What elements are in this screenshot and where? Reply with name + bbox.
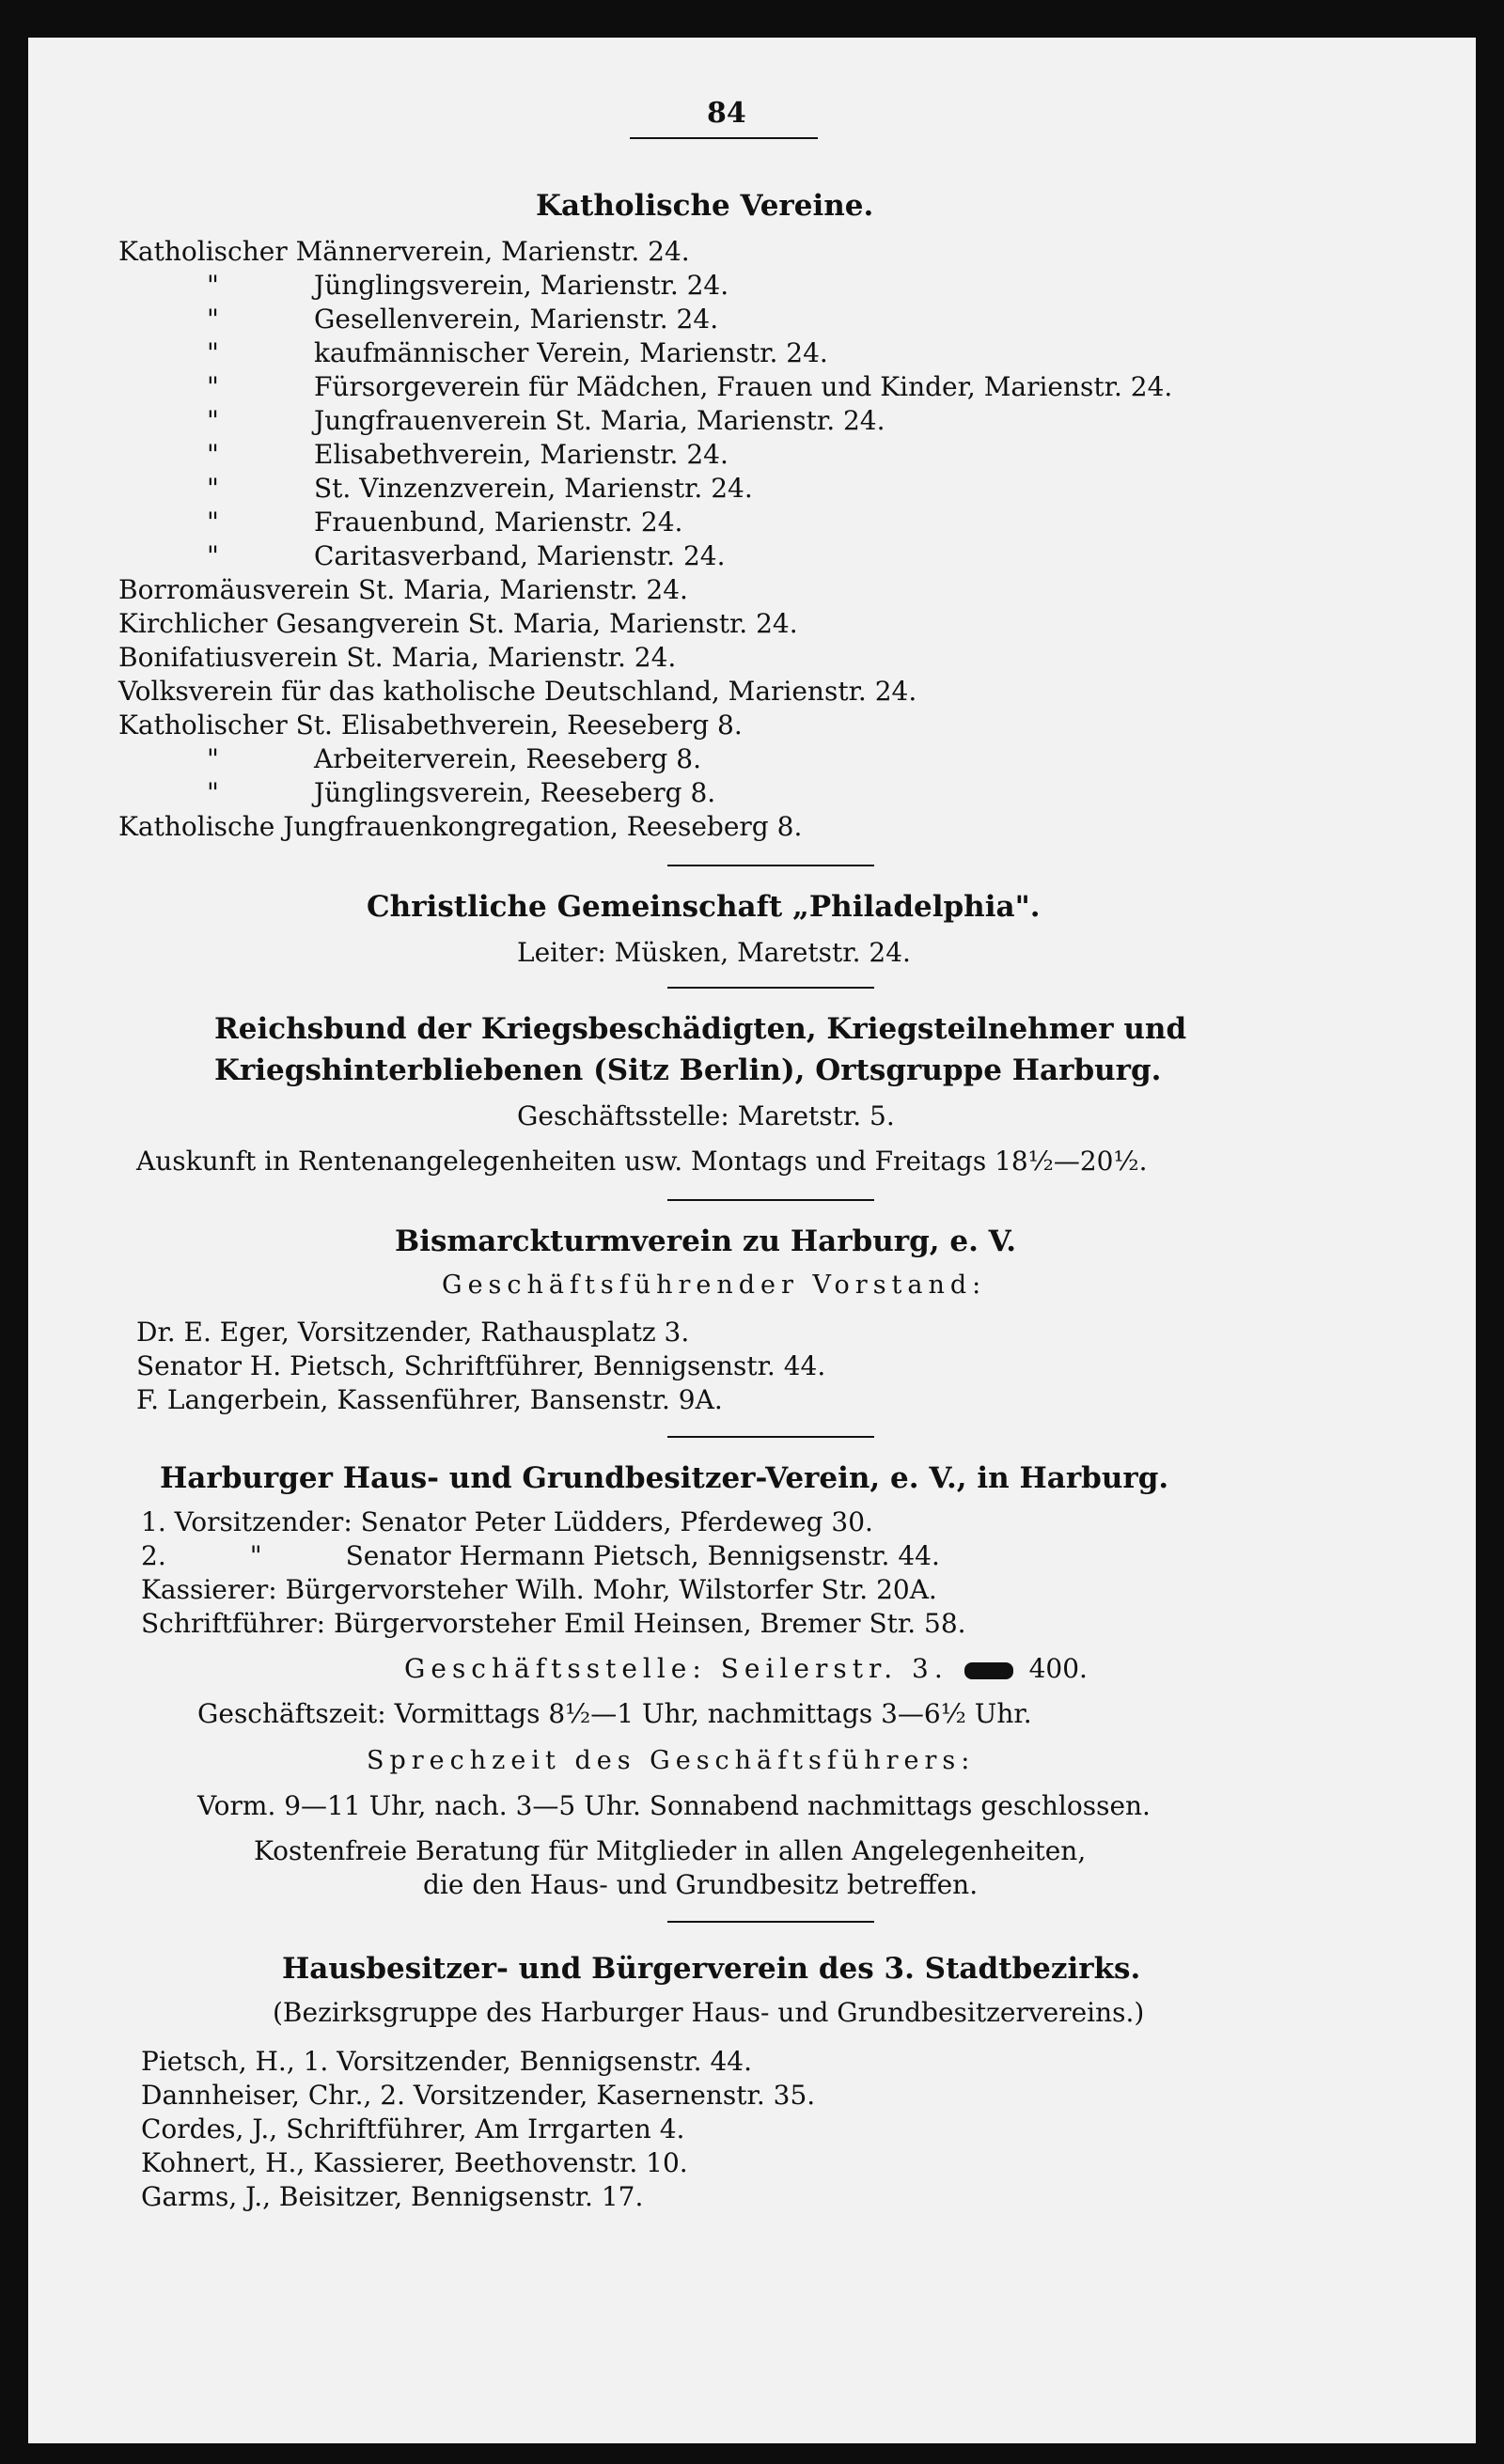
section-title-philadelphia: Christliche Gemeinschaft „Philadelphia".	[367, 890, 1041, 924]
ditto-mark: "	[207, 507, 219, 538]
list-item: Fürsorgeverein für Mädchen, Frauen und Kinder, Marienstr. 24.	[314, 371, 1173, 402]
leiter-line: Leiter: Müsken, Maretstr. 24.	[517, 937, 911, 968]
ditto-mark: "	[207, 743, 219, 774]
speak-hours: Vorm. 9—11 Uhr, nach. 3—5 Uhr. Sonnabend nachmittags geschlossen.	[197, 1790, 1151, 1821]
ditto-mark: "	[207, 337, 219, 368]
subtitle-vorstand: Geschäftsführender Vorstand:	[442, 1271, 987, 1300]
ditto-mark: "	[207, 439, 219, 470]
section-title-reichsbund-2: Kriegshinterbliebenen (Sitz Berlin), Ortsgruppe Harburg.	[214, 1053, 1162, 1087]
list-item: Cordes, J., Schriftführer, Am Irrgarten 4.	[141, 2113, 685, 2144]
list-item: Senator H. Pietsch, Schriftführer, Bennigsenstr. 44.	[136, 1350, 826, 1381]
list-item: Volksverein für das katholische Deutschland, Marienstr. 24.	[118, 676, 917, 707]
list-item: Kassierer: Bürgervorsteher Wilh. Mohr, Wilstorfer Str. 20A.	[141, 1574, 937, 1605]
section-divider	[667, 1921, 874, 1923]
page-number: 84	[707, 97, 746, 130]
ditto-mark: "	[207, 371, 219, 402]
list-item: Elisabethverein, Marienstr. 24.	[314, 439, 728, 470]
section-divider	[667, 865, 874, 866]
list-item: Borromäusverein St. Maria, Marienstr. 24.	[118, 574, 688, 605]
list-item: Schriftführer: Bürgervorsteher Emil Heinsen, Bremer Str. 58.	[141, 1608, 966, 1639]
note-line: die den Haus- und Grundbesitz betreffen.	[423, 1869, 979, 1900]
list-item: Dannheiser, Chr., 2. Vorsitzender, Kasernenstr. 35.	[141, 2080, 816, 2111]
ditto-mark: "	[207, 270, 219, 301]
ditto-mark: "	[207, 473, 219, 504]
list-item: Arbeiterverein, Reeseberg 8.	[314, 743, 701, 774]
page-number-rule	[630, 137, 818, 139]
list-item: Katholische Jungfrauenkongregation, Reeseberg 8.	[118, 811, 803, 842]
section-title-reichsbund-1: Reichsbund der Kriegsbeschädigten, Kriegsteilnehmer und	[214, 1012, 1187, 1046]
list-item: Kohnert, H., Kassierer, Beethovenstr. 10.	[141, 2147, 688, 2178]
office-line: Geschäftsstelle: Maretstr. 5.	[517, 1100, 895, 1131]
ditto-mark: "	[207, 540, 219, 571]
list-item: Jungfrauenverein St. Maria, Marienstr. 24.	[314, 405, 885, 436]
hours-line: Geschäftszeit: Vormittags 8½—1 Uhr, nachmittags 3—6½ Uhr.	[197, 1698, 1032, 1729]
list-item: Caritasverband, Marienstr. 24.	[314, 540, 726, 571]
section-divider	[667, 1436, 874, 1438]
note-line: Kostenfreie Beratung für Mitglieder in allen Angelegenheiten,	[254, 1835, 1087, 1866]
section-title-grundbesitzer: Harburger Haus- und Grundbesitzer-Verein, e. V., in Harburg.	[160, 1461, 1169, 1495]
ditto-mark: "	[207, 304, 219, 335]
list-item: Gesellenverein, Marienstr. 24.	[314, 304, 719, 335]
telephone-icon	[964, 1662, 1013, 1679]
list-item: Jünglingsverein, Reeseberg 8.	[314, 777, 716, 808]
list-item: Katholischer Männerverein, Marienstr. 24.	[118, 236, 690, 267]
ditto-mark: "	[207, 405, 219, 436]
list-item: Dr. E. Eger, Vorsitzender, Rathausplatz 3.	[136, 1317, 690, 1348]
section-divider	[667, 987, 874, 989]
list-item: Frauenbund, Marienstr. 24.	[314, 507, 683, 538]
section-divider	[667, 1199, 874, 1201]
list-item: St. Vinzenzverein, Marienstr. 24.	[314, 473, 753, 504]
list-item: kaufmännischer Verein, Marienstr. 24.	[314, 337, 828, 368]
list-item: 1. Vorsitzender: Senator Peter Lüdders, Pferdeweg 30.	[141, 1506, 873, 1537]
section-title-katholisch: Katholische Vereine.	[536, 189, 874, 223]
list-item: Jünglingsverein, Marienstr. 24.	[314, 270, 729, 301]
list-item: Katholischer St. Elisabethverein, Reeseberg 8.	[118, 710, 743, 741]
ditto-mark: "	[207, 777, 219, 808]
info-line: Auskunft in Rentenangelegenheiten usw. Montags und Freitags 18½—20½.	[136, 1146, 1148, 1177]
section-title-bismarck: Bismarckturmverein zu Harburg, e. V.	[395, 1224, 1017, 1258]
document-page	[28, 38, 1476, 2443]
section-title-stadtbezirk: Hausbesitzer- und Bürgerverein des 3. Stadtbezirks.	[282, 1952, 1141, 1986]
subtitle-bezirksgruppe: (Bezirksgruppe des Harburger Haus- und Grundbesitzervereins.)	[273, 1997, 1145, 2028]
list-item: Garms, J., Beisitzer, Bennigsenstr. 17.	[141, 2181, 644, 2212]
list-item: Pietsch, H., 1. Vorsitzender, Bennigsenstr. 44.	[141, 2046, 752, 2077]
speak-title: Sprechzeit des Geschäftsführers:	[367, 1746, 976, 1775]
phone-number: 400.	[1028, 1653, 1088, 1684]
list-item: 2. " Senator Hermann Pietsch, Bennigsenstr. 44.	[141, 1540, 940, 1571]
list-item: Bonifatiusverein St. Maria, Marienstr. 24.	[118, 642, 677, 673]
office-line: Geschäftsstelle: Seilerstr. 3. 400.	[404, 1653, 1088, 1684]
list-item: F. Langerbein, Kassenführer, Bansenstr. 9A.	[136, 1384, 723, 1415]
list-item: Kirchlicher Gesangverein St. Maria, Marienstr. 24.	[118, 608, 798, 639]
